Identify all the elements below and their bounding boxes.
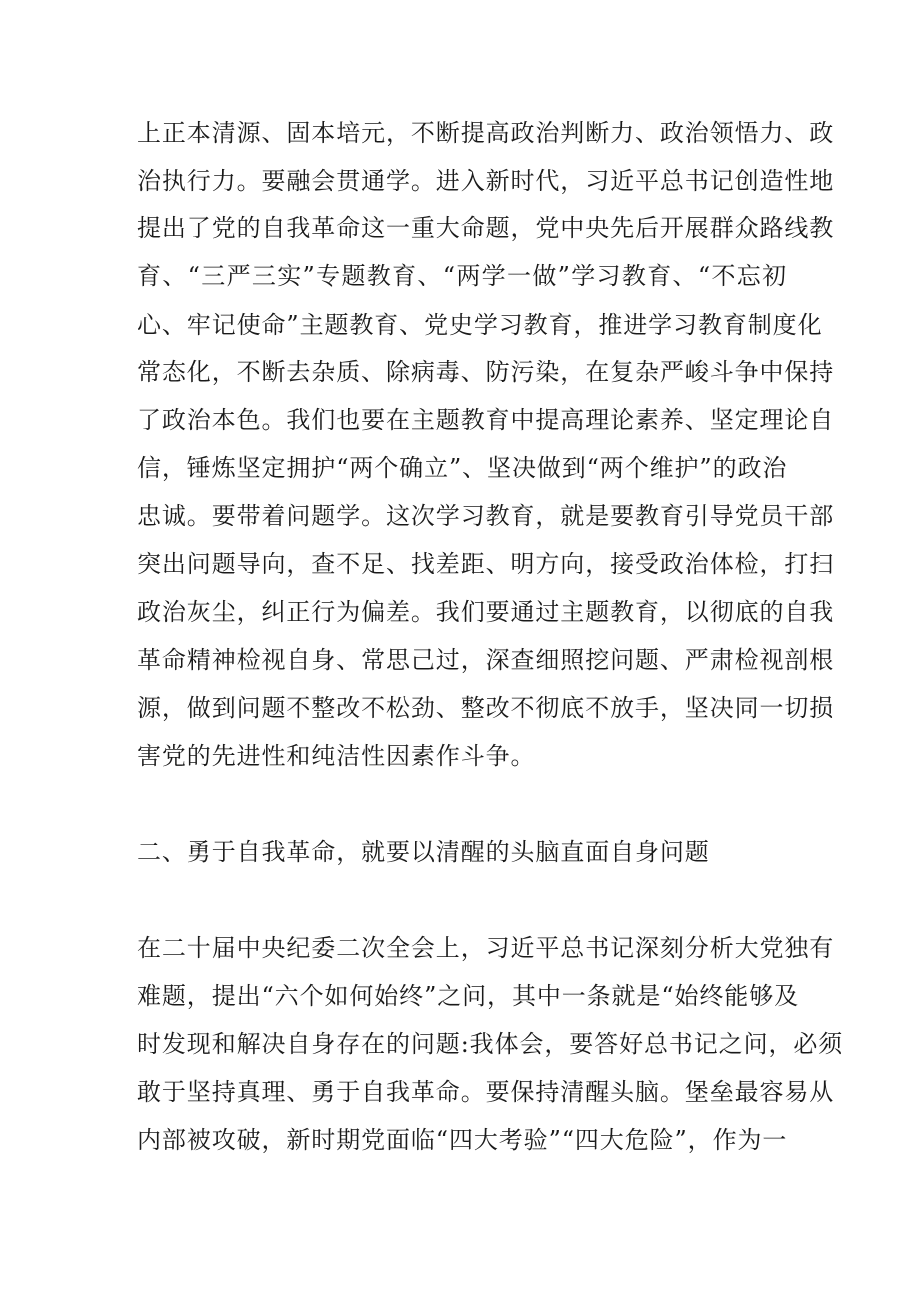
text-line: 育、“三严三实”专题教育、“两学一做”学习教育、“不忘初 [137, 262, 787, 290]
text-line: 时发现和解决自身存在的问题:我体会，要答好总书记之问，必须 [137, 1030, 844, 1058]
text-line: 害党的先进性和纯洁性因素作斗争。 [137, 742, 536, 770]
text-line: 内部被攻破，新时期党面临“四大考验”“四大危险”，作为一 [137, 1126, 788, 1154]
text-line: 治执行力。要融会贯通学。进入新时代，习近平总书记创造性地 [137, 167, 835, 195]
text-line: 常态化，不断去杂质、除病毒、防污染，在复杂严峻斗争中保持 [137, 358, 835, 386]
text-line: 难题，提出“六个如何始终”之问，其中一条就是“始终能够及 [137, 982, 800, 1010]
text-line: 敢于坚持真理、勇于自我革命。要保持清醒头脑。堡垒最容易从 [137, 1078, 835, 1106]
text-line: 上正本清源、固本培元，不断提高政治判断力、政治领悟力、政 [137, 119, 835, 147]
text-line: 突出问题导向，查不足、找差距、明方向，接受政治体检，打扫 [137, 550, 835, 578]
text-line: 了政治本色。我们也要在主题教育中提高理论素养、坚定理论自 [137, 406, 835, 434]
section-heading: 二、勇于自我革命，就要以清醒的头脑直面自身问题 [137, 838, 710, 866]
text-line: 忠诚。要带着问题学。这次学习教育，就是要教育引导党员干部 [137, 502, 835, 530]
text-line: 在二十届中央纪委二次全会上，习近平总书记深刻分析大党独有 [137, 934, 835, 962]
text-line: 源，做到问题不整改不松劲、整改不彻底不放手，坚决同一切损 [137, 694, 835, 722]
text-line: 政治灰尘，纠正行为偏差。我们要通过主题教育，以彻底的自我 [137, 598, 835, 626]
text-line: 心、牢记使命”主题教育、党史学习教育，推进学习教育制度化 [137, 311, 823, 339]
text-line: 信，锤炼坚定拥护“两个确立”、坚决做到“两个维护”的政治 [137, 454, 788, 482]
text-line: 提出了党的自我革命这一重大命题，党中央先后开展群众路线教 [137, 214, 835, 242]
text-line: 革命精神检视自身、常思己过，深查细照挖问题、严肃检视剖根 [137, 646, 835, 674]
